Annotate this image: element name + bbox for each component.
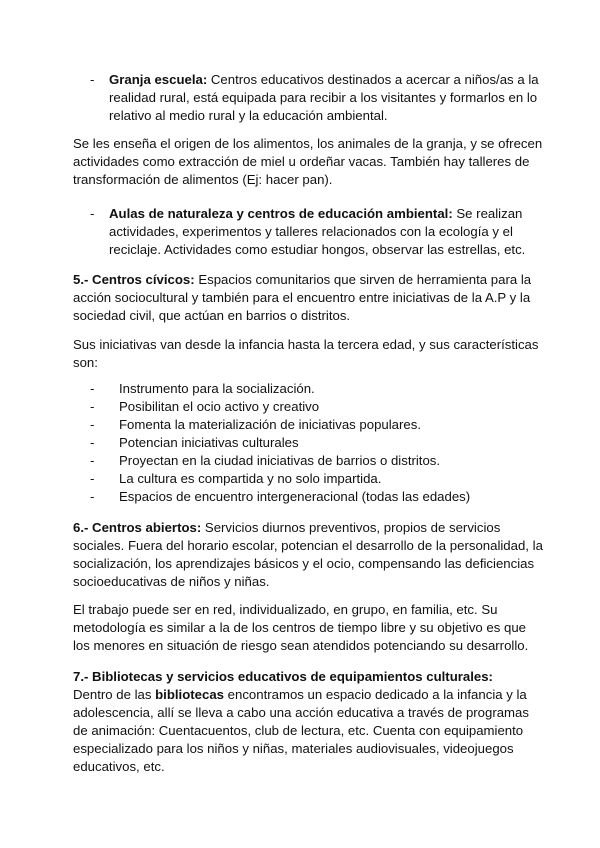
- list-item: [90, 470, 560, 488]
- bullet-dash: -: [90, 435, 95, 450]
- granja-text: Centros educativos destinados a acercar a niños/as a la realidad rural, está equipada para recibir a los visitantes y formarlos en lo relativo al medio rural y la educación ambiental.: [109, 72, 539, 123]
- bibliotecas-bold: bibliotecas: [155, 687, 224, 702]
- bullet-dash: -: [90, 399, 95, 414]
- granja-title: Granja escuela:: [109, 72, 208, 87]
- list-item: [90, 434, 560, 452]
- abiertos-paragraph: [73, 519, 543, 591]
- list-item: [90, 380, 560, 398]
- list-item: [90, 488, 560, 506]
- list-item-text: Proyectan en la ciudad iniciativas de barrios o distritos.: [119, 453, 441, 468]
- list-item-text: La cultura es compartida y no solo impartida.: [119, 471, 382, 486]
- civicos-title: 5.- Centros cívicos:: [73, 272, 195, 287]
- list-item-text: Potencian iniciativas culturales: [119, 435, 299, 450]
- abiertos-text: Servicios diurnos preventivos, propios de servicios sociales. Fuera del horario escolar, potencian el desarrollo de la personalidad, la socialización, los aprendizajes básicos y el ocio, compensando las deficiencias socioeducativas de niños y niñas.: [73, 520, 543, 589]
- aulas-item: [90, 205, 550, 259]
- list-item: [90, 398, 560, 416]
- list-item: [90, 416, 560, 434]
- civicos-text: Espacios comunitarios que sirven de herramienta para la acción sociocultural y también para el encuentro entre iniciativas de la A.P y la sociedad civil, que actúan en barrios o distritos.: [73, 272, 532, 323]
- civicos-list: [90, 380, 560, 506]
- aulas-title: Aulas de naturaleza y centros de educación ambiental:: [109, 206, 453, 221]
- abiertos-method-paragraph: El trabajo puede ser en red, individualizado, en grupo, en familia, etc. Su metodología es similar a la de los centros de tiempo libre y su objetivo es que los menores en situación de riesgo sean atendidos potenciando su desarrollo.: [73, 602, 529, 653]
- bibliotecas-pre: Dentro de las: [73, 687, 156, 702]
- list-item-text: Posibilitan el ocio activo y creativo: [119, 399, 320, 414]
- bullet-dash: -: [90, 206, 95, 221]
- bullet-dash: -: [90, 489, 95, 504]
- list-item-text: Fomenta la materialización de iniciativas populares.: [119, 417, 421, 432]
- civicos-paragraph: [73, 271, 543, 325]
- bullet-dash: -: [90, 453, 95, 468]
- list-item-text: Espacios de encuentro intergeneracional (todas las edades): [119, 489, 471, 504]
- granja-item: [90, 71, 550, 125]
- aulas-text: Se realizan actividades, experimentos y talleres relacionados con la ecología y el reciclaje. Actividades como estudiar hongos, observar las estrellas, etc.: [109, 206, 526, 257]
- bullet-dash: -: [90, 381, 95, 396]
- list-item-text: Instrumento para la socialización.: [119, 381, 315, 396]
- bibliotecas-section: [73, 668, 543, 776]
- bullet-dash: -: [90, 417, 95, 432]
- list-item: [90, 452, 560, 470]
- bibliotecas-title: 7.- Bibliotecas y servicios educativos de equipamientos culturales:: [73, 669, 493, 684]
- civicos-intro: Sus iniciativas van desde la infancia hasta la tercera edad, y sus características son:: [73, 337, 539, 370]
- bibliotecas-text: encontramos un espacio dedicado a la infancia y la adolescencia, allí se lleva a cabo una acción educativa a través de programas de animación: Cuentacuentos, club de lectura, etc. Cuenta con equipamiento especializado para los niños y niñas, materiales audiovisuales, videojuegos educativos, etc.: [73, 687, 529, 774]
- bullet-dash: -: [90, 471, 95, 486]
- abiertos-title: 6.- Centros abiertos:: [73, 520, 202, 535]
- granja-paragraph: Se les enseña el origen de los alimentos, los animales de la granja, y se ofrecen actividades como extracción de miel u ordeñar vacas. También hay talleres de transformación de alimentos (Ej: hacer pan).: [73, 136, 543, 187]
- bullet-dash: -: [90, 72, 95, 87]
